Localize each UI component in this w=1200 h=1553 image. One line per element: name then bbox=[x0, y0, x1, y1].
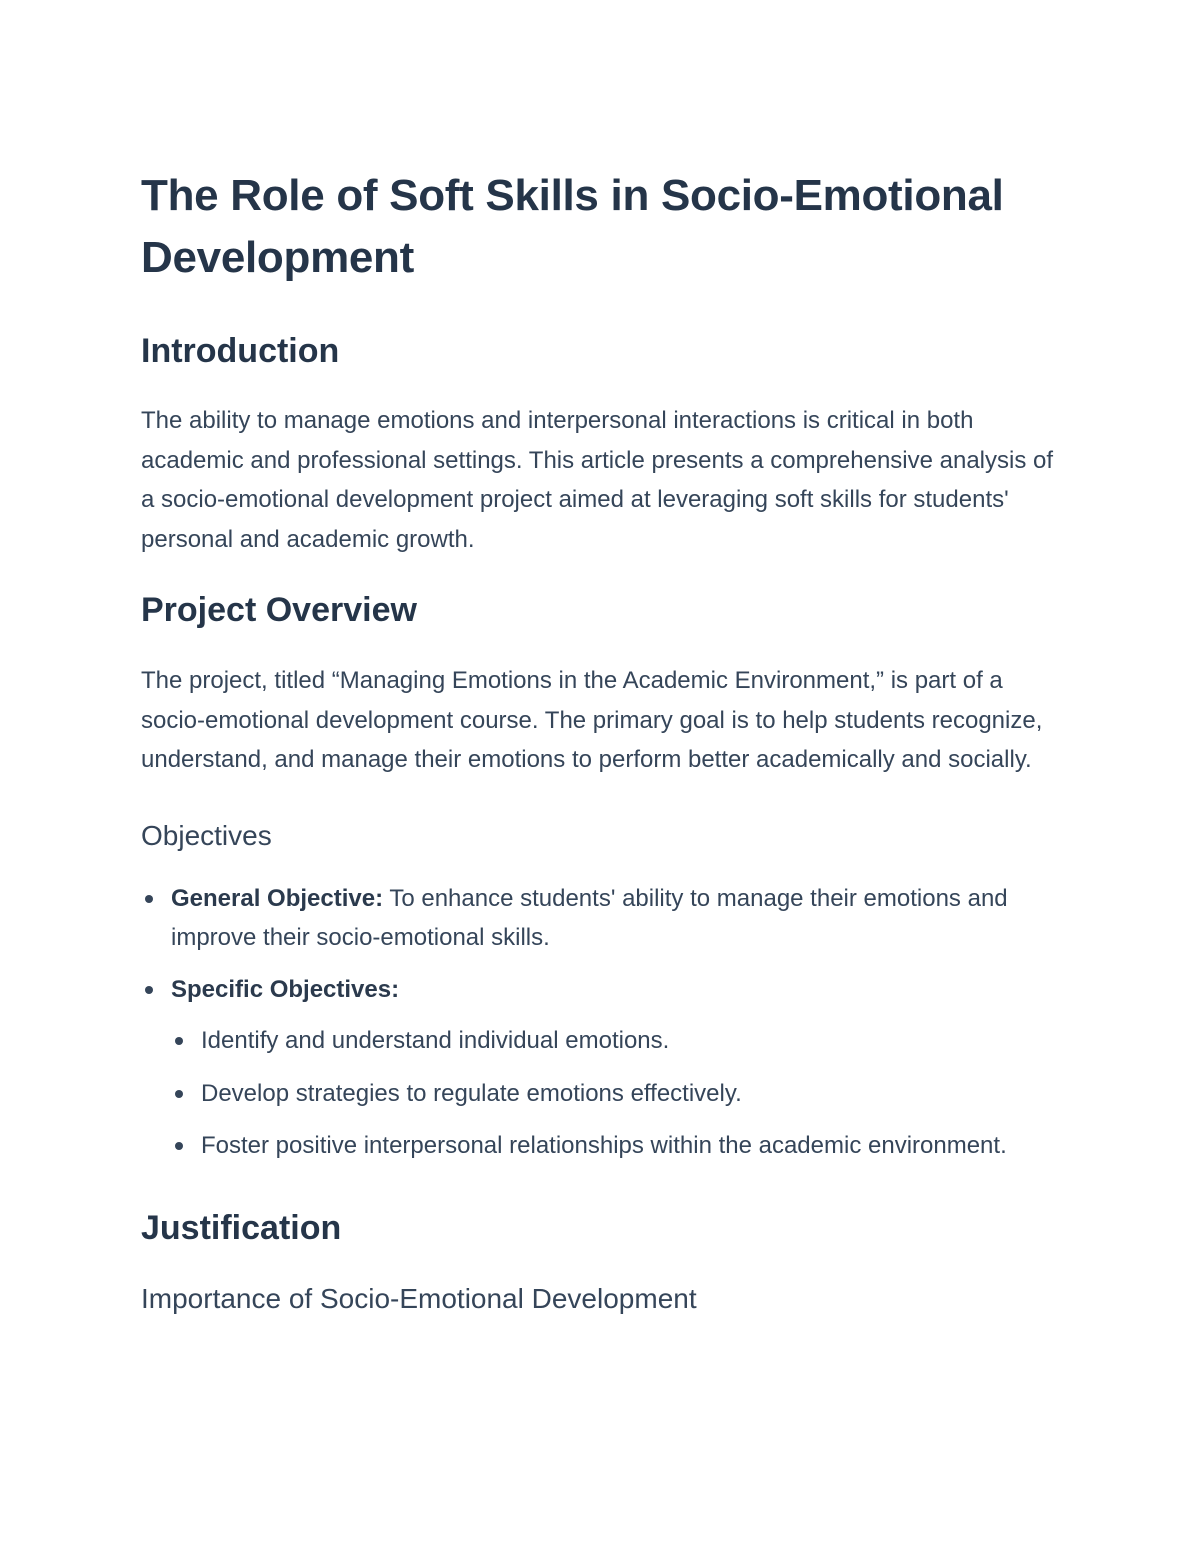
list-item-text: Foster positive interpersonal relationships within the academic environment. bbox=[201, 1132, 1007, 1159]
list-item-general-objective bbox=[171, 879, 1061, 958]
list-item-specific-objectives bbox=[171, 970, 1061, 1166]
bullet-icon bbox=[175, 1090, 183, 1098]
objectives-list bbox=[141, 879, 1061, 1166]
general-objective-label: General Objective: bbox=[171, 884, 384, 912]
specific-objectives-label: Specific Objectives: bbox=[171, 975, 400, 1003]
project-overview-paragraph: The project, titled “Managing Emotions in the Academic Environment,” is part of a socio-emotional development course. The primary goal is to help students recognize, understand, and manage their emotions to perform better academically and socially. bbox=[141, 667, 1043, 773]
list-item-text: Develop strategies to regulate emotions effectively. bbox=[201, 1079, 742, 1107]
bullet-icon bbox=[175, 1037, 183, 1045]
list-item bbox=[201, 1074, 1061, 1114]
document-title: The Role of Soft Skills in Socio-Emotional Development bbox=[141, 171, 1004, 282]
bullet-icon bbox=[175, 1142, 183, 1150]
document-page bbox=[141, 165, 1061, 1318]
bullet-icon bbox=[145, 895, 153, 903]
section-heading-project-overview: Project Overview bbox=[141, 591, 417, 629]
section-heading-introduction: Introduction bbox=[141, 332, 340, 370]
list-item bbox=[201, 1021, 1061, 1061]
subsection-heading-objectives: Objectives bbox=[141, 819, 272, 851]
list-item bbox=[201, 1126, 1061, 1166]
subsection-heading-importance: Importance of Socio-Emotional Development bbox=[141, 1282, 697, 1314]
general-objective-text: To enhance students' ability to manage their emotions and improve their socio-emotional skills. bbox=[171, 884, 1008, 951]
list-item-text: Identify and understand individual emotions. bbox=[201, 1027, 670, 1054]
introduction-paragraph: The ability to manage emotions and interpersonal interactions is critical in both academic and professional settings. This article presents a comprehensive analysis of a socio-emotional development project aimed at leveraging soft skills for students' personal and academic growth. bbox=[141, 407, 1054, 553]
section-heading-justification: Justification bbox=[141, 1208, 342, 1247]
specific-objectives-list bbox=[171, 1021, 1061, 1166]
bullet-icon bbox=[145, 986, 153, 994]
